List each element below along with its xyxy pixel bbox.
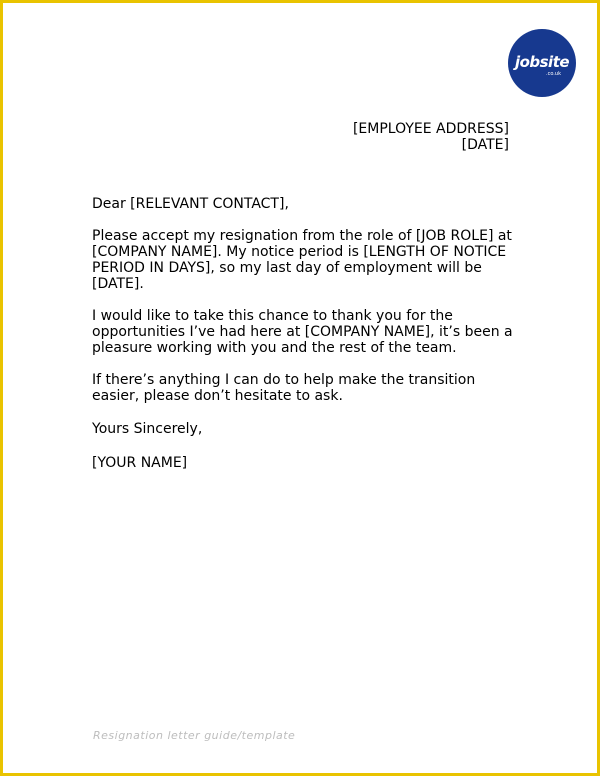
paragraph-thanks: I would like to take this chance to thank you for the opportunities I’ve had here at [COMPANY NAME], it’s been a pleasure working with you and the rest of the team. (92, 308, 513, 356)
paragraph-resignation: Please accept my resignation from the role of [JOB ROLE] at [COMPANY NAME]. My notice period is [LENGTH OF NOTICE PERIOD IN DAYS], so my last day of employment will be [DATE]. (92, 228, 512, 292)
letter-body (92, 196, 532, 471)
closing: Yours Sincerely, (92, 421, 203, 437)
address-block (353, 121, 509, 153)
paragraph-transition: If there’s anything I can do to help make the transition easier, please don’t hesitate to ask. (92, 372, 476, 404)
greeting: Dear [RELEVANT CONTACT], (92, 196, 289, 212)
letter-date: [DATE] (461, 137, 509, 153)
footer-caption: Resignation letter guide/template (93, 729, 296, 742)
jobsite-logo (508, 29, 576, 97)
employee-address: [EMPLOYEE ADDRESS] (352, 121, 509, 137)
logo-brand-text: jobsite (514, 53, 570, 71)
signature: [YOUR NAME] (92, 455, 188, 471)
logo-suffix-text: .co.uk (546, 71, 561, 77)
